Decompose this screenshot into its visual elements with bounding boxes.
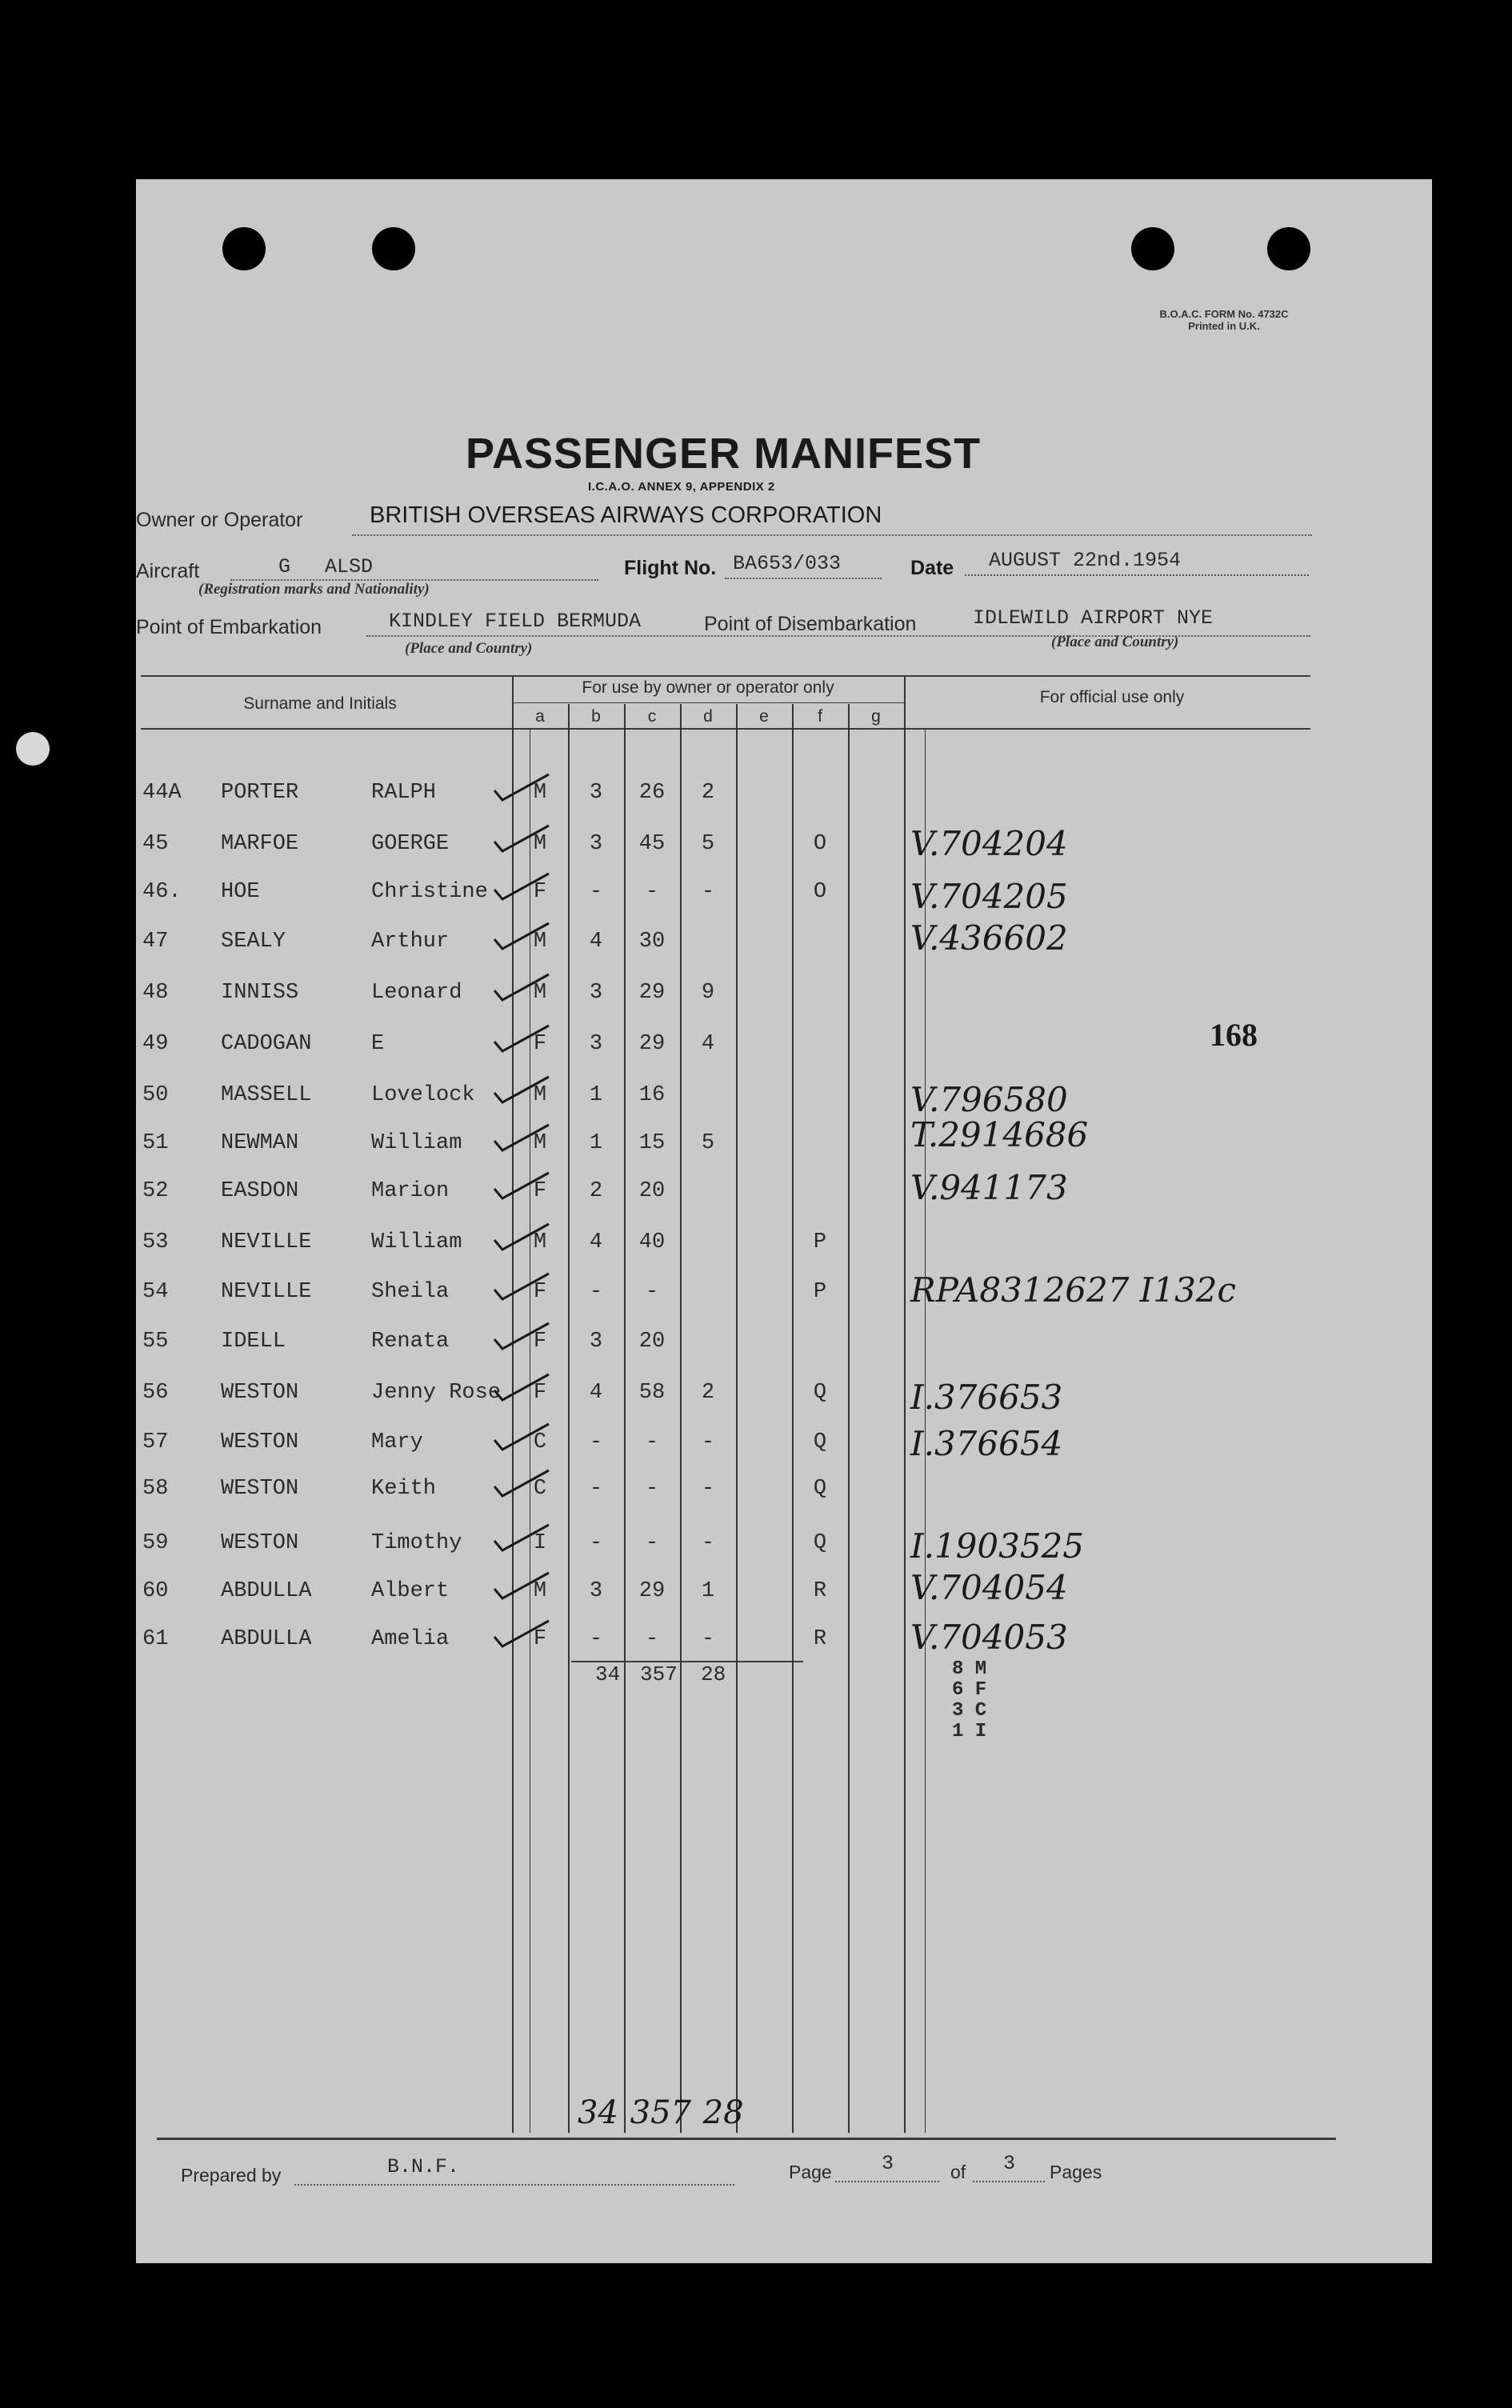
row-surname: ABDULLA xyxy=(221,1627,312,1651)
sub-column-c: c xyxy=(647,707,657,726)
row-col-d: 4 xyxy=(701,1032,715,1056)
row-col-c: - xyxy=(645,1531,659,1555)
flight-label: Flight No. xyxy=(624,557,717,579)
row-number: 48 xyxy=(142,981,169,1005)
row-col-d: 2 xyxy=(701,781,715,805)
sub-column-d: d xyxy=(703,707,713,726)
row-number: 60 xyxy=(142,1579,169,1603)
registration-note: (Registration marks and Nationality) xyxy=(198,581,430,598)
check-mark-icon xyxy=(490,1616,554,1656)
row-col-c: - xyxy=(645,1430,659,1454)
row-surname: WESTON xyxy=(221,1430,299,1454)
row-col-d: 5 xyxy=(701,1131,715,1155)
row-surname: NEWMAN xyxy=(221,1131,299,1155)
pages-label: Pages xyxy=(1050,2162,1102,2182)
check-mark-icon xyxy=(490,821,554,861)
row-col-b: - xyxy=(589,1280,603,1304)
total-c: 357 xyxy=(640,1662,678,1686)
check-mark-icon xyxy=(490,1168,554,1208)
check-mark-icon xyxy=(490,1520,554,1560)
form-number: B.O.A.C. FORM No. 4732C Printed in U.K. xyxy=(1159,308,1289,332)
place-note-2: (Place and Country) xyxy=(1051,634,1179,650)
row-col-a: F xyxy=(533,1280,547,1304)
aircraft-label: Aircraft xyxy=(136,560,200,582)
row-number: 57 xyxy=(142,1430,169,1454)
page-title: PASSENGER MANIFEST xyxy=(466,430,982,478)
of-label: of xyxy=(950,2162,966,2182)
row-col-b: - xyxy=(589,1430,603,1454)
row-surname: NEVILLE xyxy=(221,1230,312,1254)
prepared-by-label: Prepared by xyxy=(181,2165,282,2186)
row-surname: PORTER xyxy=(221,781,299,805)
row-col-a: C xyxy=(533,1477,547,1501)
row-col-a: F xyxy=(533,880,547,904)
row-official-number: V.704054 xyxy=(910,1568,1068,1607)
row-number: 59 xyxy=(142,1531,169,1555)
operator-column-header: For use by owner or operator only xyxy=(582,678,834,697)
row-col-f: R xyxy=(813,1627,827,1651)
check-mark-icon xyxy=(490,918,554,958)
row-number: 44A xyxy=(142,781,182,805)
row-col-a: M xyxy=(533,1131,547,1155)
check-mark-icon xyxy=(490,869,554,909)
row-col-d: - xyxy=(701,880,715,904)
row-surname: MASSELL xyxy=(221,1083,312,1107)
check-mark-icon xyxy=(490,1466,554,1506)
row-official-number: T.2914686 xyxy=(910,1115,1089,1154)
row-given-name: Keith xyxy=(371,1477,437,1501)
handwritten-totals: 34 357 28 xyxy=(578,2094,744,2131)
row-official-number: I.1903525 xyxy=(910,1526,1084,1566)
row-col-f: O xyxy=(813,832,827,856)
row-number: 47 xyxy=(142,930,169,954)
row-given-name: Leonard xyxy=(371,981,462,1005)
check-mark-icon xyxy=(490,1419,554,1459)
row-number: 55 xyxy=(142,1330,169,1354)
flight-value: BA653/033 xyxy=(733,552,842,575)
row-col-c: - xyxy=(645,1477,659,1501)
row-col-d: - xyxy=(701,1477,715,1501)
row-given-name: Marion xyxy=(371,1179,450,1203)
row-official-number: V.436602 xyxy=(910,918,1068,958)
row-col-a: M xyxy=(533,981,547,1005)
page-subtitle: I.C.A.O. ANNEX 9, APPENDIX 2 xyxy=(588,480,775,494)
row-given-name: William xyxy=(371,1131,462,1155)
row-col-c: 58 xyxy=(638,1381,666,1405)
row-col-b: - xyxy=(589,1477,603,1501)
row-col-c: - xyxy=(645,1280,659,1304)
row-col-c: 26 xyxy=(638,781,666,805)
row-col-b: 4 xyxy=(589,930,603,954)
row-col-d: 2 xyxy=(701,1381,715,1405)
row-col-b: - xyxy=(589,880,603,904)
row-col-f: P xyxy=(813,1280,827,1304)
total-b: 34 xyxy=(595,1662,621,1686)
row-given-name: Timothy xyxy=(371,1531,462,1555)
row-surname: NEVILLE xyxy=(221,1280,312,1304)
punch-hole-1 xyxy=(222,227,266,270)
check-mark-icon xyxy=(490,1021,554,1061)
row-surname: IDELL xyxy=(221,1330,286,1354)
sub-column-b: b xyxy=(591,707,601,726)
row-col-c: 30 xyxy=(638,930,666,954)
row-col-c: 20 xyxy=(638,1330,666,1354)
row-col-a: F xyxy=(533,1330,547,1354)
check-mark-icon xyxy=(490,770,554,810)
row-official-number: V.941173 xyxy=(910,1168,1068,1207)
row-number: 61 xyxy=(142,1627,169,1651)
row-col-d: 5 xyxy=(701,832,715,856)
row-number: 49 xyxy=(142,1032,169,1056)
row-surname: MARFOE xyxy=(221,832,299,856)
page-label: Page xyxy=(789,2162,832,2182)
row-col-f: Q xyxy=(813,1381,827,1405)
row-col-a: F xyxy=(533,1179,547,1203)
row-number: 58 xyxy=(142,1477,169,1501)
row-col-d: - xyxy=(701,1430,715,1454)
summary-line: 1 I xyxy=(952,1721,987,1742)
embarkation-label: Point of Embarkation xyxy=(136,616,322,638)
row-surname: SEALY xyxy=(221,930,286,954)
row-official-number: I.376653 xyxy=(910,1378,1063,1417)
row-col-a: F xyxy=(533,1381,547,1405)
page-annotation: 168 xyxy=(1210,1017,1258,1053)
aircraft-value: G ALSD xyxy=(278,555,374,578)
page-value: 3 xyxy=(882,2152,894,2175)
row-given-name: E xyxy=(371,1032,385,1056)
row-given-name: Renata xyxy=(371,1330,450,1354)
summary-line: 8 M xyxy=(952,1658,987,1680)
row-col-a: M xyxy=(533,1579,547,1603)
row-col-b: 3 xyxy=(589,1579,603,1603)
row-col-c: 40 xyxy=(638,1230,666,1254)
row-official-number: RPA8312627 I132c xyxy=(910,1270,1237,1310)
row-col-c: 29 xyxy=(638,1579,666,1603)
row-number: 50 xyxy=(142,1083,169,1107)
row-col-d: - xyxy=(701,1627,715,1651)
row-col-f: R xyxy=(813,1579,827,1603)
row-col-c: - xyxy=(645,1627,659,1651)
row-col-c: 20 xyxy=(638,1179,666,1203)
row-number: 53 xyxy=(142,1230,169,1254)
name-column-header: Surname and Initials xyxy=(243,694,397,713)
row-col-f: Q xyxy=(813,1477,827,1501)
row-col-b: 3 xyxy=(589,832,603,856)
row-col-a: F xyxy=(533,1032,547,1056)
check-mark-icon xyxy=(490,1568,554,1608)
edge-mark xyxy=(16,732,50,766)
row-surname: WESTON xyxy=(221,1381,299,1405)
row-given-name: GOERGE xyxy=(371,832,450,856)
row-col-b: 2 xyxy=(589,1179,603,1203)
sub-column-g: g xyxy=(871,707,881,726)
row-surname: INNISS xyxy=(221,981,299,1005)
summary-line: 3 C xyxy=(952,1700,987,1722)
prepared-by-value: B.N.F. xyxy=(387,2155,460,2178)
row-col-b: 3 xyxy=(589,781,603,805)
row-col-f: Q xyxy=(813,1531,827,1555)
punch-hole-2 xyxy=(372,227,415,270)
row-col-c: 16 xyxy=(638,1083,666,1107)
row-col-a: C xyxy=(533,1430,547,1454)
row-surname: EASDON xyxy=(221,1179,299,1203)
row-col-b: - xyxy=(589,1531,603,1555)
row-surname: HOE xyxy=(221,880,260,904)
sub-column-f: f xyxy=(818,707,822,726)
check-mark-icon xyxy=(490,1318,554,1358)
row-given-name: Sheila xyxy=(371,1280,450,1304)
row-number: 54 xyxy=(142,1280,169,1304)
of-value: 3 xyxy=(1003,2152,1016,2175)
row-given-name: William xyxy=(371,1230,462,1254)
row-official-number: V.704205 xyxy=(910,877,1068,916)
row-given-name: Lovelock xyxy=(371,1083,475,1107)
row-col-a: I xyxy=(533,1531,547,1555)
row-official-number: V.704204 xyxy=(910,824,1068,863)
sub-column-e: e xyxy=(759,707,769,726)
row-number: 52 xyxy=(142,1179,169,1203)
row-col-c: 15 xyxy=(638,1131,666,1155)
row-official-number: I.376654 xyxy=(910,1424,1063,1463)
row-given-name: RALPH xyxy=(371,781,437,805)
row-col-c: - xyxy=(645,880,659,904)
row-col-b: 4 xyxy=(589,1381,603,1405)
row-official-number: V.796580 xyxy=(910,1080,1068,1119)
row-number: 56 xyxy=(142,1381,169,1405)
row-given-name: Albert xyxy=(371,1579,450,1603)
row-official-number: V.704053 xyxy=(910,1618,1068,1657)
row-col-b: 1 xyxy=(589,1083,603,1107)
check-mark-icon xyxy=(490,1219,554,1259)
row-col-a: F xyxy=(533,1627,547,1651)
row-given-name: Christine xyxy=(371,880,488,904)
disembarkation-label: Point of Disembarkation xyxy=(704,613,917,635)
summary-line: 6 F xyxy=(952,1679,987,1701)
row-col-c: 29 xyxy=(638,1032,666,1056)
row-col-f: O xyxy=(813,880,827,904)
check-mark-icon xyxy=(490,1269,554,1309)
check-mark-icon xyxy=(490,970,554,1010)
row-col-a: M xyxy=(533,832,547,856)
check-mark-icon xyxy=(490,1370,554,1410)
row-col-d: 1 xyxy=(701,1579,715,1603)
row-surname: WESTON xyxy=(221,1531,299,1555)
row-given-name: Jenny Rose xyxy=(371,1381,502,1405)
owner-value: BRITISH OVERSEAS AIRWAYS CORPORATION xyxy=(370,502,882,528)
total-d: 28 xyxy=(701,1662,726,1686)
row-surname: WESTON xyxy=(221,1477,299,1501)
row-col-b: - xyxy=(589,1627,603,1651)
row-number: 51 xyxy=(142,1131,169,1155)
row-col-b: 4 xyxy=(589,1230,603,1254)
row-col-b: 1 xyxy=(589,1131,603,1155)
row-col-a: M xyxy=(533,1083,547,1107)
row-col-b: 3 xyxy=(589,981,603,1005)
row-number: 46. xyxy=(142,880,182,904)
official-column-header: For official use only xyxy=(1039,688,1185,706)
row-col-a: M xyxy=(533,1230,547,1254)
check-mark-icon xyxy=(490,1072,554,1112)
sub-column-a: a xyxy=(535,707,545,726)
embarkation-value: KINDLEY FIELD BERMUDA xyxy=(389,610,642,633)
date-value: AUGUST 22nd.1954 xyxy=(989,549,1182,572)
row-col-b: 3 xyxy=(589,1330,603,1354)
row-col-d: 9 xyxy=(701,981,715,1005)
place-note-1: (Place and Country) xyxy=(405,640,533,657)
row-number: 45 xyxy=(142,832,169,856)
disembarkation-value: IDLEWILD AIRPORT NYE xyxy=(973,606,1214,630)
row-col-a: M xyxy=(533,781,547,805)
owner-label: Owner or Operator xyxy=(136,509,303,531)
row-col-a: M xyxy=(533,930,547,954)
check-mark-icon xyxy=(490,1120,554,1160)
row-col-f: Q xyxy=(813,1430,827,1454)
manifest-sheet xyxy=(136,179,1432,2263)
row-col-c: 45 xyxy=(638,832,666,856)
row-col-b: 3 xyxy=(589,1032,603,1056)
row-col-d: - xyxy=(701,1531,715,1555)
row-surname: ABDULLA xyxy=(221,1579,312,1603)
punch-hole-4 xyxy=(1267,227,1310,270)
row-col-c: 29 xyxy=(638,981,666,1005)
punch-hole-3 xyxy=(1131,227,1174,270)
row-given-name: Mary xyxy=(371,1430,423,1454)
row-given-name: Amelia xyxy=(371,1627,450,1651)
row-col-f: P xyxy=(813,1230,827,1254)
date-label: Date xyxy=(910,557,954,579)
row-given-name: Arthur xyxy=(371,930,450,954)
row-surname: CADOGAN xyxy=(221,1032,312,1056)
